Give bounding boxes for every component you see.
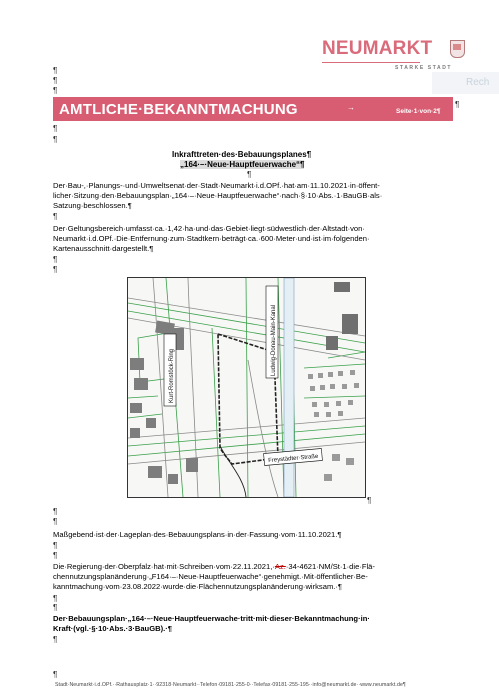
pilcrow: ¶	[53, 212, 58, 221]
paragraph-line: Der·Geltungsbereich·umfasst·ca.·1,42·ha·und·das·Gebiet·liegt·südwestlich·der·Altstadt·von·	[53, 224, 365, 233]
logo-divider	[322, 62, 420, 63]
paragraph-line: Satzung·beschlossen.¶	[53, 201, 132, 210]
tracked-change: Az.	[274, 562, 286, 571]
logo-subtitle: STARKE STADT	[395, 65, 453, 71]
paragraph-line	[53, 562, 375, 572]
paragraph-line: licher·Sitzung·den·Bebauungsplan·„164·–·Neue·Hauptfeuerwache“·nach·§·10·Abs.·1·BauGB·als·	[53, 191, 383, 200]
pilcrow: ¶	[53, 635, 58, 644]
page-indicator: Seite·1·von·2¶	[396, 108, 441, 115]
pilcrow: ¶	[53, 670, 58, 679]
header-title: AMTLICHE·BEKANNTMACHUNG	[59, 101, 298, 118]
site-map	[127, 277, 366, 498]
pilcrow: ¶	[53, 66, 58, 75]
pilcrow: ¶	[53, 603, 58, 612]
tab-arrow-icon: →	[347, 103, 355, 112]
pilcrow: ¶	[53, 541, 58, 550]
pilcrow: ¶	[53, 265, 58, 274]
announcement-heading-line2	[180, 160, 304, 170]
pilcrow: ¶	[455, 100, 460, 109]
pilcrow: ¶	[53, 86, 58, 95]
pilcrow: ¶	[53, 135, 58, 144]
announcement-heading-line1: Inkrafttreten·des·Bebauungsplanes¶	[172, 150, 312, 159]
pilcrow: ¶	[53, 76, 58, 85]
paragraph-line: Kraft·(vgl.·§·10·Abs.·3·BauGB).·¶	[53, 624, 172, 633]
pilcrow: ¶	[53, 124, 58, 133]
paragraph-line: Der·Bau-,·Planungs-·und·Umweltsenat·der·Stadt·Neumarkt·i.d.OPf.·hat·am·11.10.2021·in·öffent-	[53, 181, 380, 190]
side-panel-button[interactable]	[432, 72, 499, 94]
map-drawing	[128, 278, 365, 497]
pilcrow: ¶	[53, 255, 58, 264]
paragraph-line: Kartenausschnitt·dargestellt.¶	[53, 244, 154, 253]
paragraph-line: Maßgebend·ist·der·Lageplan·des·Bebauungsplans·in·der·Fassung·vom·11.10.2021.¶	[53, 530, 342, 539]
pilcrow: ¶	[53, 551, 58, 560]
paragraph-line: chennutzungsplanänderung·„F164·–·Neue·Hauptfeuerwache“·genehmigt.·Mit·öffentlicher·Be-	[53, 572, 368, 581]
heading-highlight: „164·–·Neue·Hauptfeuerwache“¶	[180, 160, 305, 169]
paragraph-line: Der·Bebauungsplan·„164·–·Neue·Hauptfeuerwache·tritt·mit·dieser·Bekanntmachung·in·	[53, 614, 370, 623]
side-panel-button-label: Rech	[466, 77, 490, 88]
paragraph-line: kanntmachung·vom·23.08.2022·wurde·die·Flächennutzungsplanänderung·wirksam.·¶	[53, 582, 343, 591]
pilcrow: ¶	[247, 170, 252, 179]
pilcrow: ¶	[53, 507, 58, 516]
street-label: Kurt-Romstöck-Ring	[169, 348, 175, 403]
street-label: Ludwig-Donau-Main-Kanal	[271, 304, 277, 376]
footer-contact: Stadt·Neumarkt·i.d.OPf.··Rathausplatz·1··92318·Neumarkt··Telefon·09181·255-0··Telefax·09181·255-195··info@neumarkt.de··www.neumarkt.de¶	[55, 682, 406, 688]
pilcrow: ¶	[53, 517, 58, 526]
pilcrow: ¶	[367, 496, 372, 505]
text-run: Die·Regierung·der·Oberpfalz·hat·mit·Schreiben·vom·22.11.2021,·	[53, 562, 275, 571]
logo-wordmark: NEUMARKT	[322, 38, 433, 59]
text-run: ·34-4621·NM/St·1·die·Flä-	[285, 562, 375, 571]
city-crest-icon	[450, 40, 465, 58]
paragraph-line: Neumarkt·i.d.OPf.·Die·Entfernung·zum·Stadtkern·beträgt·ca.·600·Meter·und·ist·im·folgenden·	[53, 234, 370, 243]
street-label: Freystädter·Straße	[268, 453, 319, 465]
pilcrow: ¶	[53, 594, 58, 603]
